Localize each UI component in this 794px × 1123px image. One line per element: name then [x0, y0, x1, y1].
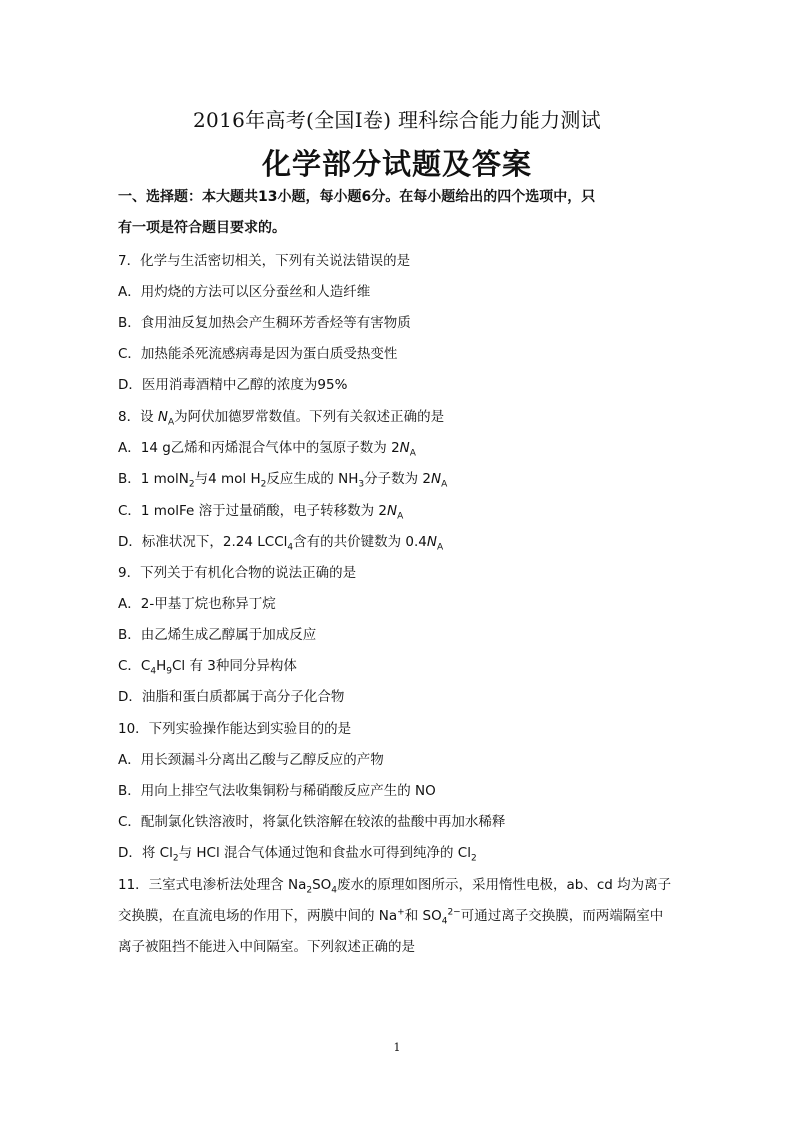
q9-stem: 9．下列关于有机化合物的说法正确的是	[118, 565, 357, 581]
page-title: 2016年高考(全国Ⅰ卷) 理科综合能力能力测试	[193, 108, 601, 132]
q8-option-c: C．1 molFe 溶于过量硝酸，电子转移数为 $2N_A$	[118, 503, 404, 522]
q9-option-d: D．油脂和蛋白质都属于高分子化合物	[118, 689, 345, 705]
section-intro-line1: 一、选择题：本大题共13小题，每小题6分。在每小题给出的四个选项中，只	[118, 189, 596, 205]
q7-option-a: A．用灼烧的方法可以区分蚕丝和人造纤维	[118, 284, 371, 300]
q7-option-c: C．加热能杀死流感病毒是因为蛋白质受热变性	[118, 346, 398, 362]
q7-stem: 7．化学与生活密切相关，下列有关说法错误的是	[118, 253, 411, 269]
q10-option-a: A．用长颈漏斗分离出乙酸与乙醇反应的产物	[118, 752, 384, 768]
q10-stem: 10．下列实验操作能达到实验目的的是	[118, 721, 352, 737]
q11-line1: 11．三室式电渗析法处理含 $Na_2SO_4$废水的原理如图所示，采用惰性电极，ab、cd 均为离子	[118, 877, 672, 896]
q10-option-d: D．将 $Cl_2$与 HCl 混合气体通过饱和食盐水可得到纯净的 $Cl_2$	[118, 845, 477, 864]
q10-option-c: C．配制氯化铁溶液时，将氯化铁溶解在较浓的盐酸中再加水稀释	[118, 814, 506, 830]
q10-option-b: B．用向上排空气法收集铜粉与稀硝酸反应产生的 NO	[118, 783, 436, 799]
q8-option-d: D．标准状况下，2.24 LCCl$_4$含有的共价键数为 $0.4N_A$	[118, 534, 444, 553]
q8-option-b: B．1 molN$_2$与4 mol $H_2$反应生成的 $NH_3$分子数为 $2N_A$	[118, 471, 448, 490]
q7-option-d: D．医用消毒酒精中乙醇的浓度为95%	[118, 377, 348, 393]
q11-line2: 交换膜，在直流电场的作用下，两膜中间的 Na+和 $SO_4^{2-}$可通过离子交换膜，而两端隔室中	[118, 907, 664, 927]
page-number: 1	[393, 1041, 401, 1054]
section-intro-line2: 有一项是符合题目要求的。	[118, 220, 286, 236]
q9-option-b: B．由乙烯生成乙醇属于加成反应	[118, 627, 317, 643]
q8-stem: 8．设 $N_A$为阿伏加德罗常数值。下列有关叙述正确的是	[118, 409, 445, 428]
q8-option-a: A．14 g乙烯和丙烯混合气体中的氢原子数为 $2N_A$	[118, 440, 416, 459]
page-subtitle: 化学部分试题及答案	[261, 147, 532, 181]
q9-option-a: A．2-甲基丁烷也称异丁烷	[118, 596, 276, 612]
q9-option-c: C．$C_4H_9Cl$ 有 3种同分异构体	[118, 658, 297, 677]
q11-line3: 离子被阻挡不能进入中间隔室。下列叙述正确的是	[118, 939, 415, 955]
q7-option-b: B．食用油反复加热会产生稠环芳香烃等有害物质	[118, 315, 411, 331]
